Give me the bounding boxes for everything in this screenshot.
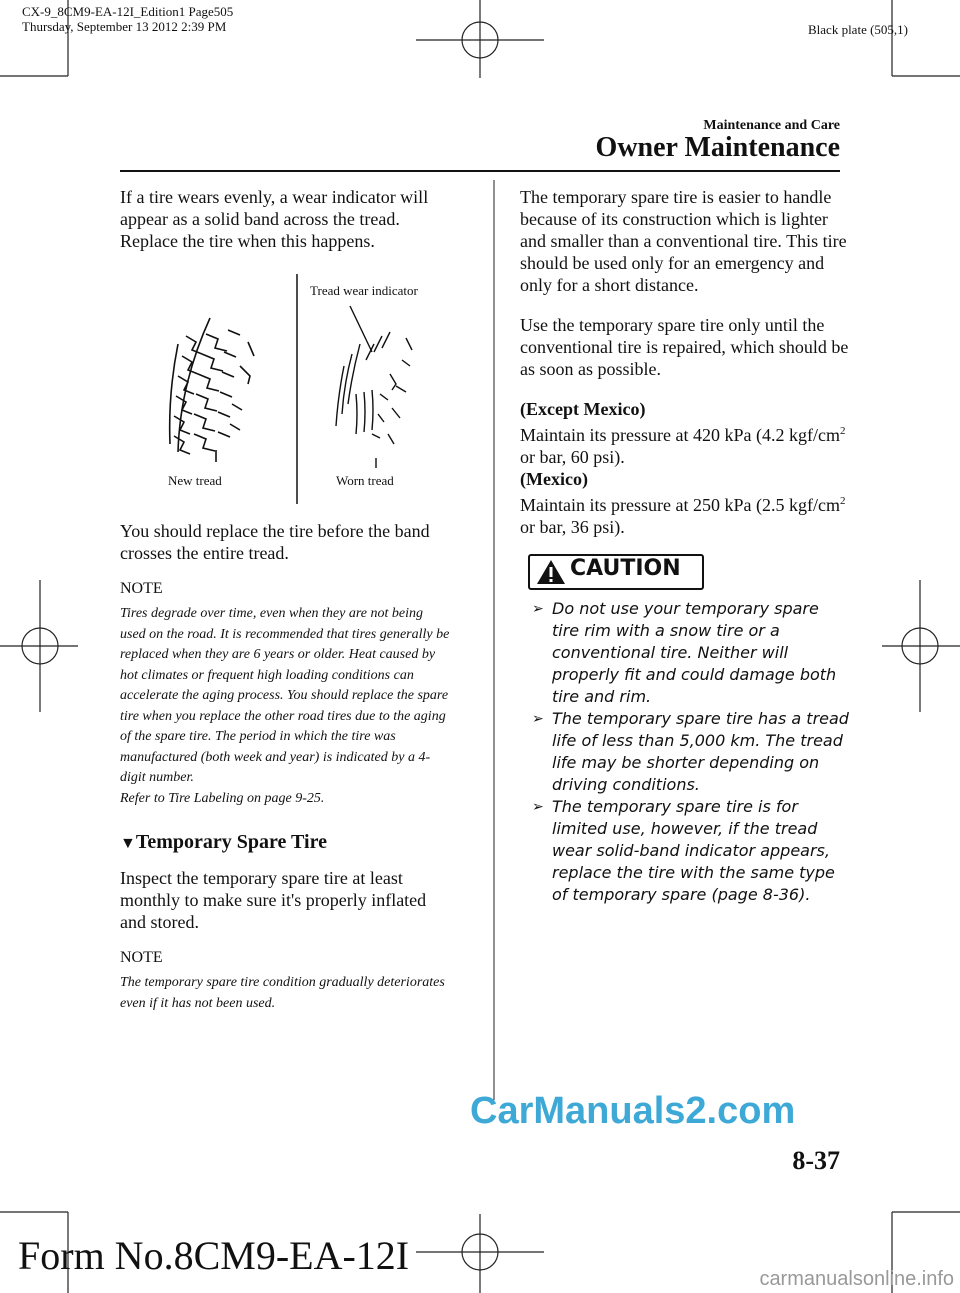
except-mexico-pressure: Maintain its pressure at 420 kPa (4.2 kgf/$cm^2$ or bar, 60 psi). — [520, 425, 846, 467]
note-text-2: The temporary spare tire condition gradually deteriorates even if it has not been used. — [120, 975, 445, 1011]
page-number: 8-37 — [792, 1146, 840, 1175]
note-heading: NOTE — [120, 580, 163, 597]
replace-para: Replace the tire when this happens. — [120, 231, 375, 251]
left-column — [120, 186, 450, 1014]
plate-label: Black plate (505,1) — [808, 22, 908, 37]
except-mexico-heading: (Except Mexico) — [520, 399, 646, 419]
caution-item: ➢ The temporary spare tire is for limited use, however, if the tread wear solid-band indicator appears, replace the tire with the same type of temporary spare (page 8-36). — [532, 797, 835, 904]
watermark-logo: CarManuals2.com — [470, 1090, 796, 1132]
caution-item: ➢ The temporary spare tire has a tread life of less than 5,000 km. The tread life may be shorter depending on driving conditions. — [532, 709, 849, 794]
spare-intro-para: The temporary spare tire is easier to handle because of its construction which is lighter and smaller than a conventional tire. This tire should be used only for an emergency and only for a short distance. — [520, 187, 847, 295]
section-title: ▼Temporary Spare Tire — [120, 831, 327, 853]
caution-label: CAUTION — [570, 556, 681, 581]
label-new-tread: New tread — [168, 473, 222, 488]
section-marker-icon: ▼ — [120, 835, 136, 852]
section-header: Maintenance and Care — [703, 118, 840, 133]
form-number: Form No.8CM9-EA-12I — [18, 1233, 410, 1278]
wear-indicator-para: If a tire wears evenly, a wear indicator will appear as a solid band across the tread. — [120, 187, 429, 229]
arrow-icon: ➢ — [532, 601, 544, 617]
warning-icon — [536, 559, 566, 585]
watermark-site: carmanualsonline.info — [759, 1268, 954, 1290]
right-column — [520, 186, 850, 906]
label-tread-wear-indicator: Tread wear indicator — [310, 283, 418, 298]
print-info-date: Thursday, September 13 2012 2:39 PM — [22, 19, 227, 34]
mexico-heading: (Mexico) — [520, 469, 588, 489]
page-title: Owner Maintenance — [595, 132, 840, 163]
inspect-para: Inspect the temporary spare tire at least monthly to make sure it's properly inflated and stored. — [120, 868, 427, 932]
arrow-icon: ➢ — [532, 711, 544, 727]
caution-item: ➢ Do not use your temporary spare tire rim with a snow tire or a conventional tire. Neither will properly fit and could damage both tire and rim. — [532, 599, 837, 706]
print-info — [22, 4, 233, 34]
print-info-file: CX-9_8CM9-EA-12I_Edition1 Page505 — [22, 4, 234, 19]
label-worn-tread: Worn tread — [336, 473, 394, 488]
caution-list — [520, 598, 850, 906]
band-para: You should replace the tire before the band crosses the entire tread. — [120, 521, 430, 563]
mexico-pressure: Maintain its pressure at 250 kPa (2.5 kgf/$cm^2$ or bar, 36 psi). — [520, 495, 846, 537]
spare-usage-para: Use the temporary spare tire only until the conventional tire is repaired, which should be as soon as possible. — [520, 315, 849, 379]
header-rule — [120, 170, 840, 172]
note-heading-2: NOTE — [120, 949, 163, 966]
caution-box — [528, 554, 704, 590]
note-text: Tires degrade over time, even when they are not being used on the road. It is recommended that tires generally be replaced when they are 6 years or older. Heat caused by hot climates or frequent high loading conditions can accelerate the aging process. You should replace the spare tire when you replace the other road tires due to the aging of the spare tire. The period in which the tire was manufactured (both week and year) is indicated by a 4-digit number. — [120, 606, 450, 785]
note-reference: Refer to Tire Labeling on page 9-25. — [120, 790, 325, 806]
arrow-icon: ➢ — [532, 799, 544, 815]
tread-figure — [120, 274, 450, 504]
